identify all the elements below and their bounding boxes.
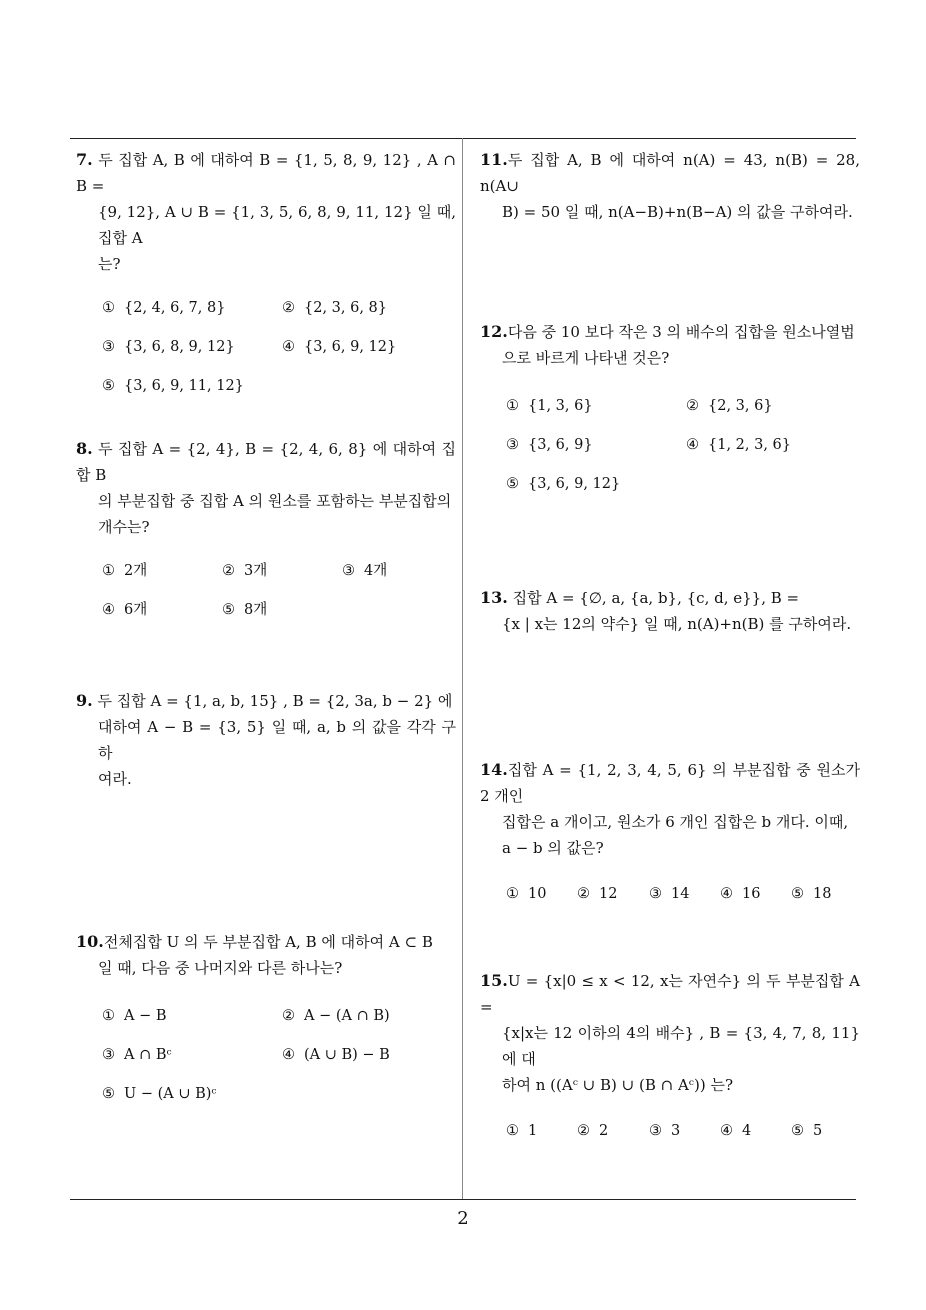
stem-line: 일 때, 다음 중 나머지와 다른 하나는? (98, 959, 343, 977)
choices (76, 1003, 456, 1113)
choice-1[interactable] (102, 295, 225, 321)
choice-text: 12 (599, 886, 618, 902)
choice-2[interactable] (577, 881, 617, 907)
question-9-stem (76, 688, 456, 792)
choice-3[interactable] (102, 334, 235, 360)
choice-2[interactable] (282, 295, 387, 321)
stem-line: 으로 바르게 나타낸 것은? (502, 349, 670, 367)
question-number: 8. (76, 439, 93, 458)
choice-text: 16 (742, 886, 761, 902)
stem-line: 여라. (98, 770, 132, 788)
choice-marker: ⑤ (506, 476, 519, 492)
question-number: 13. (480, 588, 508, 607)
choice-text: 1 (528, 1123, 538, 1139)
choice-text: 8개 (244, 602, 268, 618)
choice-4[interactable] (102, 597, 147, 623)
question-11 (480, 147, 860, 225)
choice-2[interactable] (282, 1003, 390, 1029)
choice-marker: ⑤ (102, 378, 115, 394)
choice-text: {3, 6, 9, 12} (528, 476, 621, 492)
choice-text: 5 (813, 1123, 823, 1139)
choice-text: 4 (742, 1123, 752, 1139)
choice-text: {2, 3, 6, 8} (304, 300, 388, 316)
choice-marker: ② (577, 886, 590, 902)
question-number: 9. (76, 691, 93, 710)
choice-text: {3, 6, 9} (528, 437, 593, 453)
choice-text: 4개 (364, 563, 388, 579)
choice-marker: ④ (720, 1123, 733, 1139)
choice-5[interactable] (102, 1081, 216, 1107)
choice-marker: ⑤ (222, 602, 235, 618)
choice-5[interactable] (102, 373, 244, 399)
choice-text: 10 (528, 886, 547, 902)
question-number: 10. (76, 932, 104, 951)
choice-text: 18 (813, 886, 832, 902)
choice-text: {3, 6, 8, 9, 12} (124, 339, 235, 355)
question-13 (480, 585, 860, 637)
choice-1[interactable] (506, 393, 593, 419)
choices (480, 1118, 860, 1148)
choice-marker: ① (102, 300, 115, 316)
stem-line: 전체집합 U 의 두 부분집합 A, B 에 대하여 A ⊂ B (103, 933, 433, 951)
choice-text: 3 (671, 1123, 681, 1139)
choice-text: 2 (599, 1123, 609, 1139)
stem-line: 두 집합 A = {2, 4}, B = {2, 4, 6, 8} 에 대하여 집합 B (76, 440, 456, 484)
choice-text: 2개 (124, 563, 148, 579)
stem-line: B) = 50 일 때, n(A−B)+n(B−A) 의 값을 구하여라. (502, 203, 853, 221)
choice-marker: ③ (506, 437, 519, 453)
choice-1[interactable] (506, 1118, 537, 1144)
choice-2[interactable] (577, 1118, 608, 1144)
choice-4[interactable] (720, 1118, 751, 1144)
choice-4[interactable] (686, 432, 791, 458)
question-10-stem (76, 929, 456, 981)
question-9 (76, 688, 456, 792)
choice-1[interactable] (506, 881, 546, 907)
choice-marker: ④ (686, 437, 699, 453)
choice-marker: ② (282, 1008, 295, 1024)
choice-marker: ② (282, 300, 295, 316)
stem-line: 두 집합 A, B 에 대하여 n(A) = 43, n(B) = 28, n(A∪ (480, 151, 860, 195)
choice-marker: ④ (720, 886, 733, 902)
question-11-stem (480, 147, 860, 225)
question-8 (76, 436, 456, 630)
choice-5[interactable] (222, 597, 267, 623)
question-7-stem (76, 147, 456, 277)
stem-line: {x | x는 12의 약수} 일 때, n(A)+n(B) 를 구하여라. (502, 615, 852, 633)
stem-line: 개수는? (98, 518, 150, 536)
choice-1[interactable] (102, 1003, 167, 1029)
question-number: 15. (480, 971, 508, 990)
bottom-rule (70, 1199, 856, 1200)
choice-text: {1, 2, 3, 6} (708, 437, 792, 453)
stem-line: 하여 n ((Aᶜ ∪ B) ∪ (B ∩ Aᶜ)) 는? (502, 1076, 733, 1094)
choice-text: 6개 (124, 602, 148, 618)
choice-marker: ③ (102, 1047, 115, 1063)
choice-marker: ① (506, 398, 519, 414)
choice-marker: ② (577, 1123, 590, 1139)
choice-marker: ① (102, 563, 115, 579)
choice-text: {1, 3, 6} (528, 398, 593, 414)
top-rule (70, 138, 856, 139)
choice-5[interactable] (506, 471, 620, 497)
choice-marker: ① (506, 886, 519, 902)
choice-text: 14 (671, 886, 690, 902)
choice-marker: ③ (342, 563, 355, 579)
question-10 (76, 929, 456, 1113)
stem-line: U = {x|0 ≤ x < 12, x는 자연수} 의 두 부분집합 A = (480, 972, 860, 1016)
stem-line: {9, 12}, A ∪ B = {1, 3, 5, 6, 8, 9, 11, 12} 일 때, 집합 A (98, 203, 456, 247)
page-number: 2 (457, 1208, 469, 1229)
stem-line: 의 부분집합 중 집합 A 의 원소를 포함하는 부분집합의 (98, 492, 452, 510)
choice-text: {2, 4, 6, 7, 8} (124, 300, 226, 316)
question-12-stem (480, 319, 860, 371)
stem-line: 는? (98, 255, 121, 273)
choice-3[interactable] (506, 432, 593, 458)
question-14-stem (480, 757, 860, 861)
stem-line: 집합은 a 개이고, 원소가 6 개인 집합은 b 개다. 이때, (502, 813, 849, 831)
choice-text: {3, 6, 9, 12} (304, 339, 397, 355)
choice-text: (A ∪ B) − B (304, 1047, 390, 1063)
question-number: 7. (76, 150, 93, 169)
stem-line: 대하여 A − B = {3, 5} 일 때, a, b 의 값을 각각 구하 (98, 718, 456, 762)
choice-marker: ③ (649, 886, 662, 902)
choice-text: A − (A ∩ B) (304, 1008, 390, 1024)
choice-4[interactable] (282, 334, 396, 360)
choice-5[interactable] (791, 881, 831, 907)
question-number: 12. (480, 322, 508, 341)
choice-text: {3, 6, 9, 11, 12} (124, 378, 244, 394)
question-number: 11. (480, 150, 508, 169)
choice-3[interactable] (102, 1042, 172, 1068)
choice-3[interactable] (649, 881, 689, 907)
choice-text: U − (A ∪ B)ᶜ (124, 1086, 217, 1102)
stem-line: 두 집합 A, B 에 대하여 B = {1, 5, 8, 9, 12} , A ∩ B = (76, 151, 456, 195)
choice-marker: ⑤ (102, 1086, 115, 1102)
choice-marker: ④ (282, 339, 295, 355)
choice-marker: ③ (102, 339, 115, 355)
choices (76, 295, 456, 405)
choice-text: A ∩ Bᶜ (124, 1047, 172, 1063)
stem-line: 다음 중 10 보다 작은 3 의 배수의 집합을 원소나열법 (507, 323, 855, 341)
choices (480, 393, 860, 503)
choice-5[interactable] (791, 1118, 822, 1144)
question-15-stem (480, 968, 860, 1098)
choice-marker: ② (222, 563, 235, 579)
question-13-stem (480, 585, 860, 637)
stem-line: 두 집합 A = {1, a, b, 15} , B = {2, 3a, b − 2} 에 (97, 692, 453, 710)
question-7 (76, 147, 456, 405)
choice-marker: ① (506, 1123, 519, 1139)
choice-marker: ④ (102, 602, 115, 618)
stem-line: 집합 A = {1, 2, 3, 4, 5, 6} 의 부분집합 중 원소가 2 개인 (480, 761, 860, 805)
stem-line: {x|x는 12 이하의 4의 배수} , B = {3, 4, 7, 8, 11} 에 대 (502, 1024, 860, 1068)
choice-text: 3개 (244, 563, 268, 579)
question-15 (480, 968, 860, 1148)
question-12 (480, 319, 860, 503)
choices (76, 558, 456, 630)
choice-marker: ② (686, 398, 699, 414)
choice-1[interactable] (102, 558, 147, 584)
choice-marker: ④ (282, 1047, 295, 1063)
question-14 (480, 757, 860, 911)
choice-2[interactable] (686, 393, 773, 419)
choice-text: {2, 3, 6} (708, 398, 773, 414)
choice-4[interactable] (282, 1042, 390, 1068)
choice-3[interactable] (342, 558, 387, 584)
choices (480, 881, 860, 911)
question-8-stem (76, 436, 456, 540)
choice-2[interactable] (222, 558, 267, 584)
stem-line: a − b 의 값은? (502, 839, 604, 857)
choice-3[interactable] (649, 1118, 680, 1144)
question-number: 14. (480, 760, 508, 779)
choice-marker: ⑤ (791, 886, 804, 902)
choice-marker: ③ (649, 1123, 662, 1139)
choice-4[interactable] (720, 881, 760, 907)
choice-marker: ⑤ (791, 1123, 804, 1139)
column-divider (462, 138, 463, 1200)
stem-line: 집합 A = {∅, a, {a, b}, {c, d, e}}, B = (512, 589, 800, 607)
choice-marker: ① (102, 1008, 115, 1024)
choice-text: A − B (124, 1008, 167, 1024)
